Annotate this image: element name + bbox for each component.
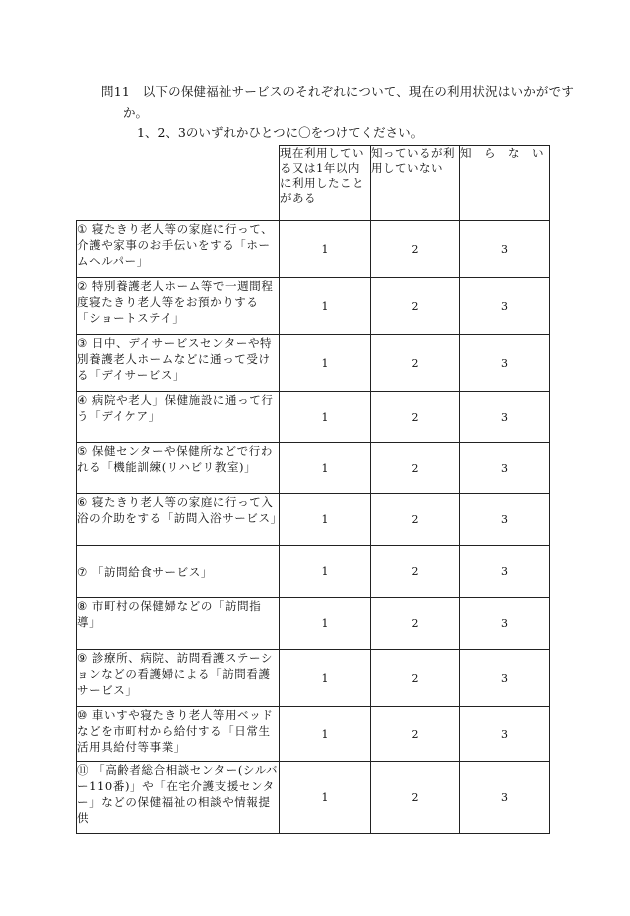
item-marker: ⑦: [77, 564, 88, 579]
item-text: 寝たきり老人等の家庭に行って、介護や家事のお手伝いをする「ホームヘルパー」: [77, 222, 274, 268]
item-text: 特別養護老人ホーム等で一週間程度寝たきり老人等をお預かりする「ショートステイ」: [77, 279, 274, 325]
option-3[interactable]: 3: [460, 494, 550, 546]
service-item: [77, 494, 283, 546]
option-3[interactable]: 3: [460, 221, 550, 278]
service-item: [77, 650, 280, 707]
column-header-using: 現在利用している又は1年以内に利用したことがある: [280, 146, 371, 221]
option-1[interactable]: 1: [280, 546, 371, 598]
service-item: [77, 278, 280, 335]
option-3[interactable]: 3: [460, 278, 550, 335]
item-marker: ②: [77, 279, 88, 293]
item-marker: ④: [77, 393, 88, 407]
item-marker: ⑨: [77, 651, 88, 665]
question-line-1: [101, 82, 574, 100]
option-2[interactable]: 2: [371, 598, 460, 650]
table-row: [77, 443, 550, 494]
option-2[interactable]: 2: [371, 546, 460, 598]
service-item: [77, 707, 280, 762]
column-header-know-not-using: 知っているが利用していない: [371, 146, 460, 221]
option-3[interactable]: 3: [460, 707, 550, 762]
table-row: [77, 598, 550, 650]
option-1[interactable]: 1: [280, 762, 371, 834]
table-row: [77, 494, 550, 546]
item-marker: ⑥: [77, 495, 88, 509]
option-1[interactable]: 1: [280, 335, 371, 392]
question-line-2: か。: [123, 105, 149, 120]
item-marker: ③: [77, 336, 88, 350]
table-row: [77, 221, 550, 278]
item-marker: ⑩: [77, 708, 88, 722]
option-1[interactable]: 1: [280, 650, 371, 707]
item-text: 日中、デイサービスセンターや特別養護老人ホームなどに通って受ける「デイサービス」: [77, 336, 273, 382]
table-row: [77, 707, 550, 762]
service-item: [77, 546, 280, 598]
item-text: 寝たきり老人等の家庭に行って入浴の介助をする「訪問入浴サービス」: [77, 495, 283, 525]
table-row: [77, 392, 550, 443]
option-2[interactable]: 2: [371, 707, 460, 762]
service-item: [77, 335, 280, 392]
service-item: [77, 392, 280, 443]
item-text: 「訪問給食サービス」: [91, 564, 213, 579]
service-item: [77, 598, 280, 650]
option-1[interactable]: 1: [280, 278, 371, 335]
option-3[interactable]: 3: [460, 335, 550, 392]
option-3[interactable]: 3: [460, 762, 550, 834]
option-3[interactable]: 3: [460, 443, 550, 494]
item-text: 保健センターや保健所などで行われる「機能訓練(リハビリ教室)」: [77, 444, 273, 474]
option-1[interactable]: 1: [280, 598, 371, 650]
item-text: 車いすや寝たきり老人等用ベッドなどを市町村から給付する「日常生活用具給付等事業」: [77, 708, 274, 754]
item-text: 市町村の保健婦などの「訪問指導」: [77, 599, 262, 629]
question-number: 問11: [101, 84, 131, 99]
question-instruction: 1、2、3のいずれかひとつに〇をつけてください。: [137, 125, 424, 140]
table-row: [77, 546, 550, 598]
table-row: [77, 650, 550, 707]
service-item: [77, 762, 280, 834]
question-text: 以下の保健福祉サービスのそれぞれについて、現在の利用状況はいかがです: [142, 84, 575, 99]
header-row: [77, 146, 550, 221]
item-marker: ⑧: [77, 599, 88, 613]
option-2[interactable]: 2: [371, 762, 460, 834]
option-2[interactable]: 2: [371, 650, 460, 707]
option-3[interactable]: 3: [460, 546, 550, 598]
option-1[interactable]: 1: [280, 494, 371, 546]
item-text: 「高齢者総合相談センター(シルバー110番)」や「在宅介護支援センター」などの保健福祉の相談や情報提供: [77, 763, 279, 825]
item-text: 病院や老人」保健施設に通って行う「デイケア」: [77, 393, 274, 423]
table-row: [77, 762, 550, 834]
item-text: 診療所、病院、訪問看護ステーションなどの看護婦による「訪問看護サービス」: [77, 651, 273, 697]
option-2[interactable]: 2: [371, 392, 460, 443]
option-2[interactable]: 2: [371, 443, 460, 494]
option-3[interactable]: 3: [460, 650, 550, 707]
item-marker: ⑤: [77, 444, 88, 458]
service-item: [77, 443, 280, 494]
option-2[interactable]: 2: [371, 494, 460, 546]
item-marker: ⑪: [77, 763, 90, 777]
column-header-do-not-know: 知 ら な い: [460, 146, 550, 221]
option-2[interactable]: 2: [371, 221, 460, 278]
item-marker: ①: [77, 222, 88, 236]
option-2[interactable]: 2: [371, 335, 460, 392]
option-3[interactable]: 3: [460, 392, 550, 443]
option-1[interactable]: 1: [280, 443, 371, 494]
option-1[interactable]: 1: [280, 707, 371, 762]
table-row: [77, 278, 550, 335]
option-1[interactable]: 1: [280, 221, 371, 278]
header-blank: [77, 146, 280, 221]
option-1[interactable]: 1: [280, 392, 371, 443]
option-3[interactable]: 3: [460, 598, 550, 650]
table-row: [77, 335, 550, 392]
service-item: [77, 221, 280, 278]
survey-table: [76, 145, 550, 834]
option-2[interactable]: 2: [371, 278, 460, 335]
